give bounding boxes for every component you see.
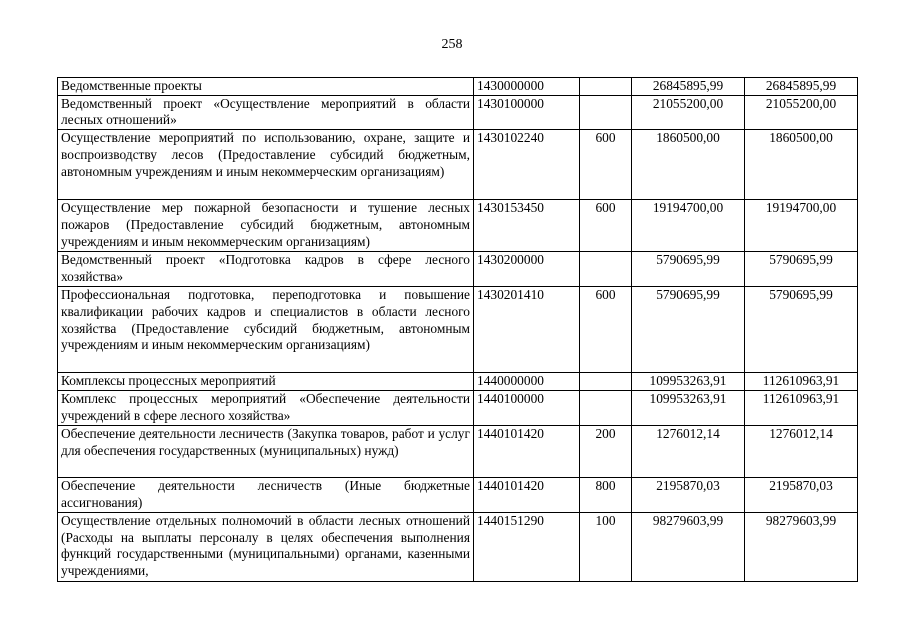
target-code: 1430200000 [474,252,580,287]
amount-year-1: 98279603,99 [632,512,745,581]
item-name: Ведомственные проекты [58,78,474,96]
target-code: 1430102240 [474,130,580,200]
expense-type [580,95,632,129]
item-name: Осуществление отдельных полномочий в области лесных отношений (Расходы на выплаты персоналу в целях обеспечения выполнения функций государственными (муниципальными) органами, казенными учреждениями, [58,512,474,581]
target-code: 1430000000 [474,78,580,96]
amount-year-2: 1276012,14 [745,425,858,477]
target-code: 1440101420 [474,425,580,477]
item-name: Обеспечение деятельности лесничеств (Иные бюджетные ассигнования) [58,477,474,512]
amount-year-1: 1860500,00 [632,130,745,200]
amount-year-1: 5790695,99 [632,287,745,373]
item-name: Обеспечение деятельности лесничеств (Закупка товаров, работ и услуг для обеспечения государственных (муниципальных) нужд) [58,425,474,477]
table-row [58,373,858,391]
amount-year-2: 19194700,00 [745,200,858,252]
target-code: 1440000000 [474,373,580,391]
target-code: 1440101420 [474,477,580,512]
amount-year-1: 5790695,99 [632,252,745,287]
table-row [58,477,858,512]
amount-year-1: 2195870,03 [632,477,745,512]
table-row [58,130,858,200]
amount-year-1: 21055200,00 [632,95,745,129]
item-name: Комплексы процессных мероприятий [58,373,474,391]
table-row [58,512,858,581]
amount-year-1: 26845895,99 [632,78,745,96]
target-code: 1440100000 [474,390,580,425]
expense-type: 100 [580,512,632,581]
amount-year-2: 21055200,00 [745,95,858,129]
amount-year-1: 1276012,14 [632,425,745,477]
table-row [58,287,858,373]
target-code: 1430100000 [474,95,580,129]
amount-year-2: 26845895,99 [745,78,858,96]
amount-year-2: 5790695,99 [745,287,858,373]
amount-year-1: 109953263,91 [632,390,745,425]
expense-type: 600 [580,287,632,373]
budget-table [57,77,858,582]
table-row [58,78,858,96]
table-row [58,425,858,477]
target-code: 1430153450 [474,200,580,252]
amount-year-2: 5790695,99 [745,252,858,287]
amount-year-2: 1860500,00 [745,130,858,200]
expense-type: 600 [580,130,632,200]
item-name: Профессиональная подготовка, переподготовка и повышение квалификации рабочих кадров и специалистов в области лесного хозяйства (Предоставление субсидий бюджетным, автономным учреждениям и иным некоммерческим организациям) [58,287,474,373]
expense-type [580,78,632,96]
expense-type [580,390,632,425]
amount-year-2: 98279603,99 [745,512,858,581]
table-row [58,95,858,129]
item-name: Ведомственный проект «Подготовка кадров в сфере лесного хозяйства» [58,252,474,287]
amount-year-1: 109953263,91 [632,373,745,391]
amount-year-2: 112610963,91 [745,390,858,425]
amount-year-2: 2195870,03 [745,477,858,512]
item-name: Ведомственный проект «Осуществление мероприятий в области лесных отношений» [58,95,474,129]
target-code: 1430201410 [474,287,580,373]
page-number: 258 [441,37,463,52]
amount-year-2: 112610963,91 [745,373,858,391]
item-name: Осуществление мероприятий по использованию, охране, защите и воспроизводству лесов (Предоставление субсидий бюджетным, автономным учреждениям и иным некоммерческим организациям) [58,130,474,200]
table-row [58,200,858,252]
expense-type: 800 [580,477,632,512]
item-name: Осуществление мер пожарной безопасности и тушение лесных пожаров (Предоставление субсидий бюджетным, автономным учреждениям и иным некоммерческим организациям) [58,200,474,252]
expense-type [580,252,632,287]
item-name: Комплекс процессных мероприятий «Обеспечение деятельности учреждений в сфере лесного хозяйства» [58,390,474,425]
expense-type: 600 [580,200,632,252]
expense-type [580,373,632,391]
target-code: 1440151290 [474,512,580,581]
table-row [58,252,858,287]
amount-year-1: 19194700,00 [632,200,745,252]
table-row [58,390,858,425]
expense-type: 200 [580,425,632,477]
